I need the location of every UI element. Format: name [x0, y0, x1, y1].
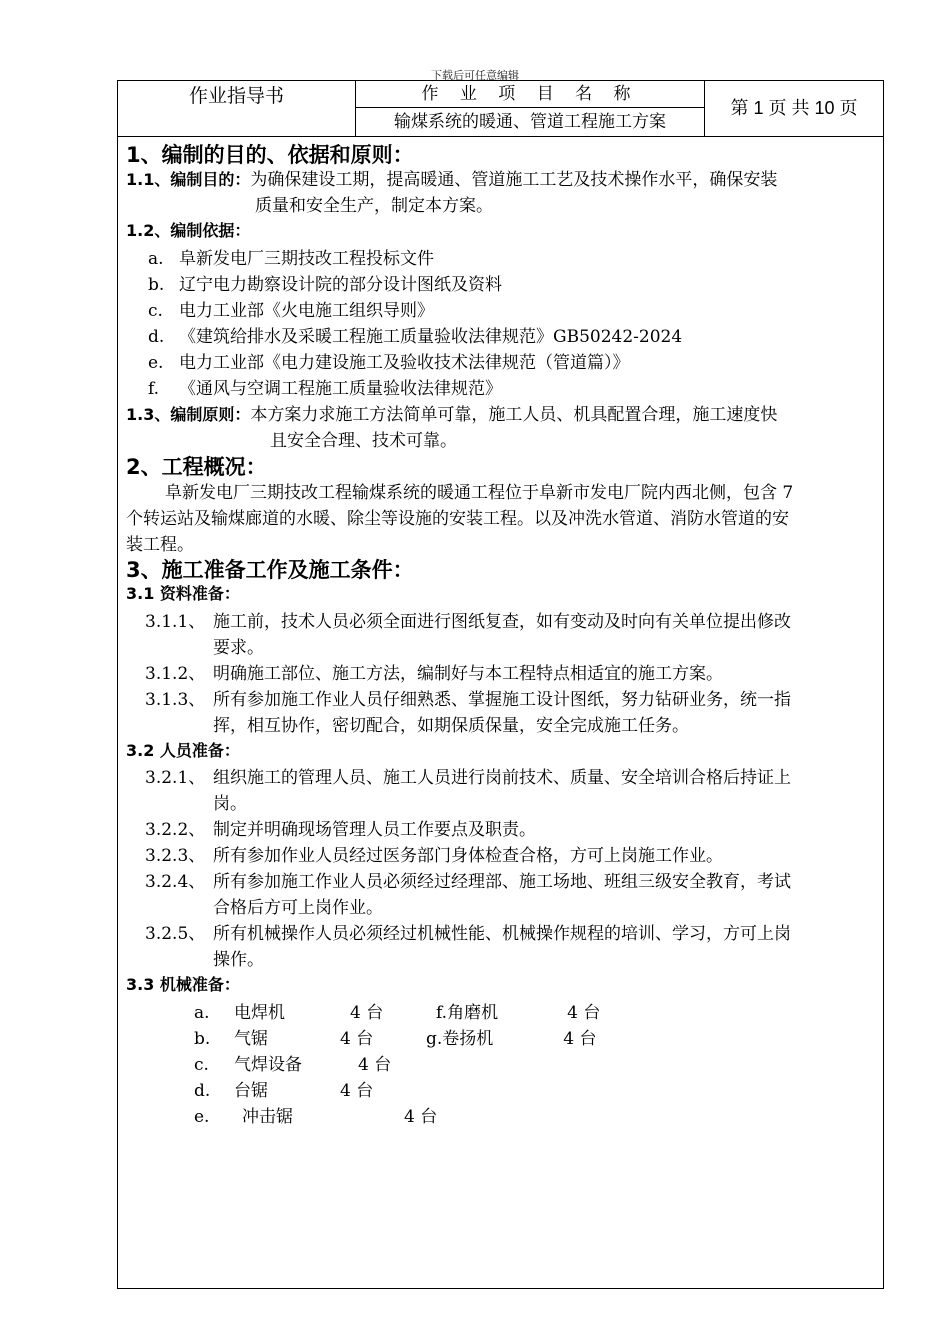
machine-row: c. 气焊设备 4 台: [194, 1055, 392, 1075]
basis-item: d. 《建筑给排水及采暖工程施工质量验收法律规范》GB50242-2024: [148, 327, 683, 347]
machine-row: d. 台锯 4 台: [194, 1081, 374, 1101]
item-3-2-4-cont: 合格后方可上岗作业。: [213, 898, 383, 918]
label-1-3: 1.3、编制原则：: [126, 405, 251, 424]
label-3-2: 3.2 人员准备：: [126, 741, 240, 760]
watermark: 下载后可任意编辑: [431, 69, 519, 82]
item-3-1-1: 3.1.1、 施工前，技术人员必须全面进行图纸复查，如有变动及时向有关单位提出修改: [145, 612, 791, 632]
overview-line-2: 个转运站及输煤廊道的水暖、除尘等设施的安装工程。以及冲洗水管道、消防水管道的安: [126, 509, 789, 529]
text-1-3-line2: 且安全合理、技术可靠。: [270, 431, 457, 451]
item-3-2-1-cont: 岗。: [213, 794, 247, 814]
item-3-2-4: 3.2.4、 所有参加施工作业人员必须经过经理部、施工场地、班组三级安全教育，考试: [145, 872, 791, 892]
item-3-1-3-cont: 挥，相互协作，密切配合，如期保质保量，安全完成施工任务。: [213, 716, 689, 736]
project-name: 输煤系统的暖通、管道工程施工方案: [356, 108, 705, 136]
doc-type: 作业指导书: [118, 81, 356, 136]
page-info: 第 1 页 共 10 页: [730, 98, 858, 118]
paragraph-1-1: [126, 165, 874, 190]
text-1-1-line1: 为确保建设工期，提高暖通、管道施工工艺及技术操作水平，确保安装: [250, 170, 778, 190]
item-3-2-5: 3.2.5、 所有机械操作人员必须经过机械性能、机械操作规程的培训、学习，方可上岗: [145, 924, 791, 944]
item-3-1-3: 3.1.3、 所有参加施工作业人员仔细熟悉、掌握施工设计图纸，努力钻研业务，统一指: [145, 690, 791, 710]
header-table: [118, 81, 883, 137]
basis-item: f. 《通风与空调工程施工质量验收法律规范》: [148, 379, 502, 399]
label-1-2: 1.2、编制依据：: [126, 221, 251, 240]
document-frame: [117, 80, 884, 1289]
basis-item: c. 电力工业部《火电施工组织导则》: [148, 301, 434, 321]
section-2-title: 2、工程概况：: [126, 455, 267, 479]
basis-item: a. 阜新发电厂三期技改工程投标文件: [148, 249, 434, 269]
section-3-title: 3、施工准备工作及施工条件：: [126, 558, 414, 582]
paragraph-1-3: [126, 400, 874, 425]
project-label: 作 业 项 目 名 称: [356, 81, 705, 108]
item-3-2-1: 3.2.1、 组织施工的管理人员、施工人员进行岗前技术、质量、安全培训合格后持证上: [145, 768, 791, 788]
section-1-title: 1、编制的目的、依据和原则：: [126, 143, 414, 167]
overview-line-3: 装工程。: [126, 535, 194, 555]
basis-item: e. 电力工业部《电力建设施工及验收技术法律规范（管道篇）》: [148, 353, 630, 373]
label-1-1: 1.1、编制目的：: [126, 170, 251, 189]
item-3-2-2: 3.2.2、 制定并明确现场管理人员工作要点及职责。: [145, 820, 536, 840]
overview-line-1: 阜新发电厂三期技改工程输煤系统的暖通工程位于阜新市发电厂院内西北侧，包含 7: [165, 483, 794, 503]
text-1-3-line1: 本方案力求施工方法简单可靠，施工人员、机具配置合理，施工速度快: [250, 405, 778, 425]
item-3-1-1-cont: 要求。: [213, 638, 264, 658]
machine-row: e. 冲击锯 4 台: [194, 1107, 438, 1127]
item-3-2-3: 3.2.3、 所有参加作业人员经过医务部门身体检查合格，方可上岗施工作业。: [145, 846, 723, 866]
machine-row: b. 气锯 4 台 g.卷扬机 4 台: [194, 1029, 597, 1049]
item-3-1-2: 3.1.2、 明确施工部位、施工方法，编制好与本工程特点相适宜的施工方案。: [145, 664, 723, 684]
label-3-1: 3.1 资料准备：: [126, 584, 240, 603]
machine-row: a. 电焊机 4 台 f.角磨机 4 台: [194, 1003, 601, 1023]
label-3-3: 3.3 机械准备：: [126, 975, 240, 994]
text-1-1-line2: 质量和安全生产，制定本方案。: [255, 196, 493, 216]
item-3-2-5-cont: 操作。: [213, 950, 264, 970]
basis-item: b. 辽宁电力勘察设计院的部分设计图纸及资料: [148, 275, 502, 295]
